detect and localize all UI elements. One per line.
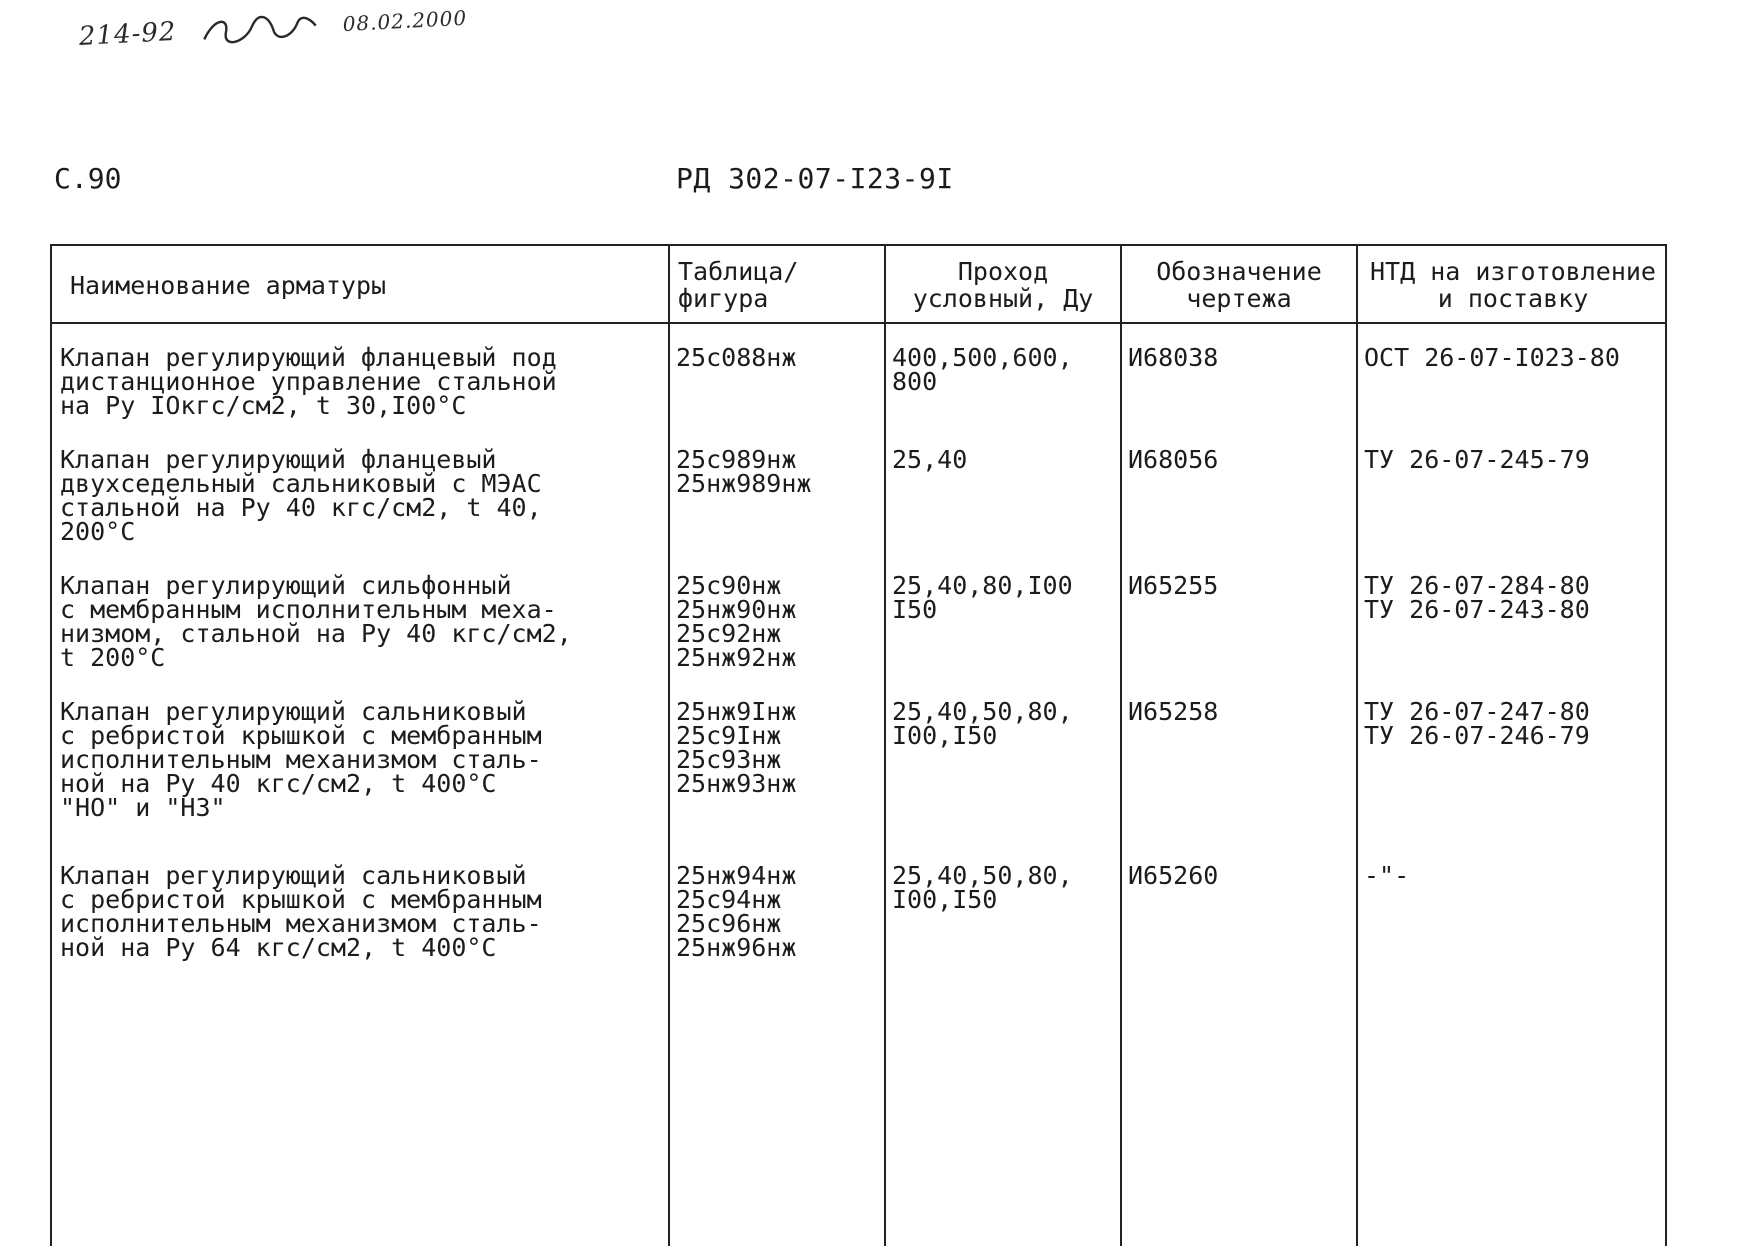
ntd-standard: -"- xyxy=(1364,861,1410,890)
table-figure: 25с90нж 25нж90нж 25с92нж 25нж92нж xyxy=(676,571,797,672)
signature-mark xyxy=(199,5,321,51)
column-header-ntd: НТД на изготовление и поставку xyxy=(1370,257,1656,313)
column-header-figure: Таблица/ фигура xyxy=(678,257,799,313)
ntd-standard: ОСТ 26-07-I023-80 xyxy=(1364,343,1620,372)
handwritten-note xyxy=(78,0,468,58)
drawing-code: И68056 xyxy=(1128,445,1219,474)
valve-name: Клапан регулирующий фланцевый под дистанционное управление стальной на Ру IOкгс/см2, t 30,I00°C xyxy=(60,343,557,420)
drawing-code: И68038 xyxy=(1128,343,1219,372)
document-code: РД 302-07-I23-9I xyxy=(676,162,954,195)
ntd-standard: ТУ 26-07-284-80 ТУ 26-07-243-80 xyxy=(1364,571,1590,624)
column-divider xyxy=(1356,246,1358,1246)
column-header-name: Наименование арматуры xyxy=(70,270,387,300)
valve-table xyxy=(50,244,1667,1246)
nominal-diameter: 25,40,80,I00 I50 xyxy=(892,571,1073,624)
handnote-date: 08.02.2000 xyxy=(342,5,468,37)
table-figure: 25с989нж 25нж989нж xyxy=(676,445,812,498)
nominal-diameter: 400,500,600, 800 xyxy=(892,343,1073,396)
nominal-diameter: 25,40,50,80, I00,I50 xyxy=(892,697,1073,750)
drawing-code: И65260 xyxy=(1128,861,1219,890)
table-figure: 25нж9Iнж 25с9Iнж 25с93нж 25нж93нж xyxy=(676,697,797,798)
header-divider xyxy=(52,322,1665,324)
drawing-code: И65255 xyxy=(1128,571,1219,600)
ntd-standard: ТУ 26-07-245-79 xyxy=(1364,445,1590,474)
column-header-dn: Проход условный, Ду xyxy=(912,257,1094,313)
table-figure: 25нж94нж 25с94нж 25с96нж 25нж96нж xyxy=(676,861,797,962)
drawing-code: И65258 xyxy=(1128,697,1219,726)
valve-name: Клапан регулирующий сальниковый с ребристой крышкой с мембранным исполнительным механизмом сталь- ной на Ру 64 кгс/см2, t 400°C xyxy=(60,861,542,962)
nominal-diameter: 25,40,50,80, I00,I50 xyxy=(892,861,1073,914)
nominal-diameter: 25,40 xyxy=(892,445,968,474)
column-divider xyxy=(668,246,670,1246)
handnote-number: 214-92 xyxy=(78,16,178,52)
column-header-drawing: Обозначение чертежа xyxy=(1156,257,1322,313)
page-number: С.90 xyxy=(54,162,122,195)
table-figure: 25с088нж xyxy=(676,343,797,372)
valve-name: Клапан регулирующий фланцевый двухседельный сальниковый с МЭАС стальной на Ру 40 кгс/см2, t 40, 200°C xyxy=(60,445,542,546)
valve-name: Клапан регулирующий сильфонный с мембранным исполнительным меха- низмом, стальной на Ру 40 кгс/см2, t 200°C xyxy=(60,571,572,672)
valve-name: Клапан регулирующий сальниковый с ребристой крышкой с мембранным исполнительным механизмом сталь- ной на Ру 40 кгс/см2, t 400°C "НО" и "НЗ" xyxy=(60,697,542,822)
ntd-standard: ТУ 26-07-247-80 ТУ 26-07-246-79 xyxy=(1364,697,1590,750)
